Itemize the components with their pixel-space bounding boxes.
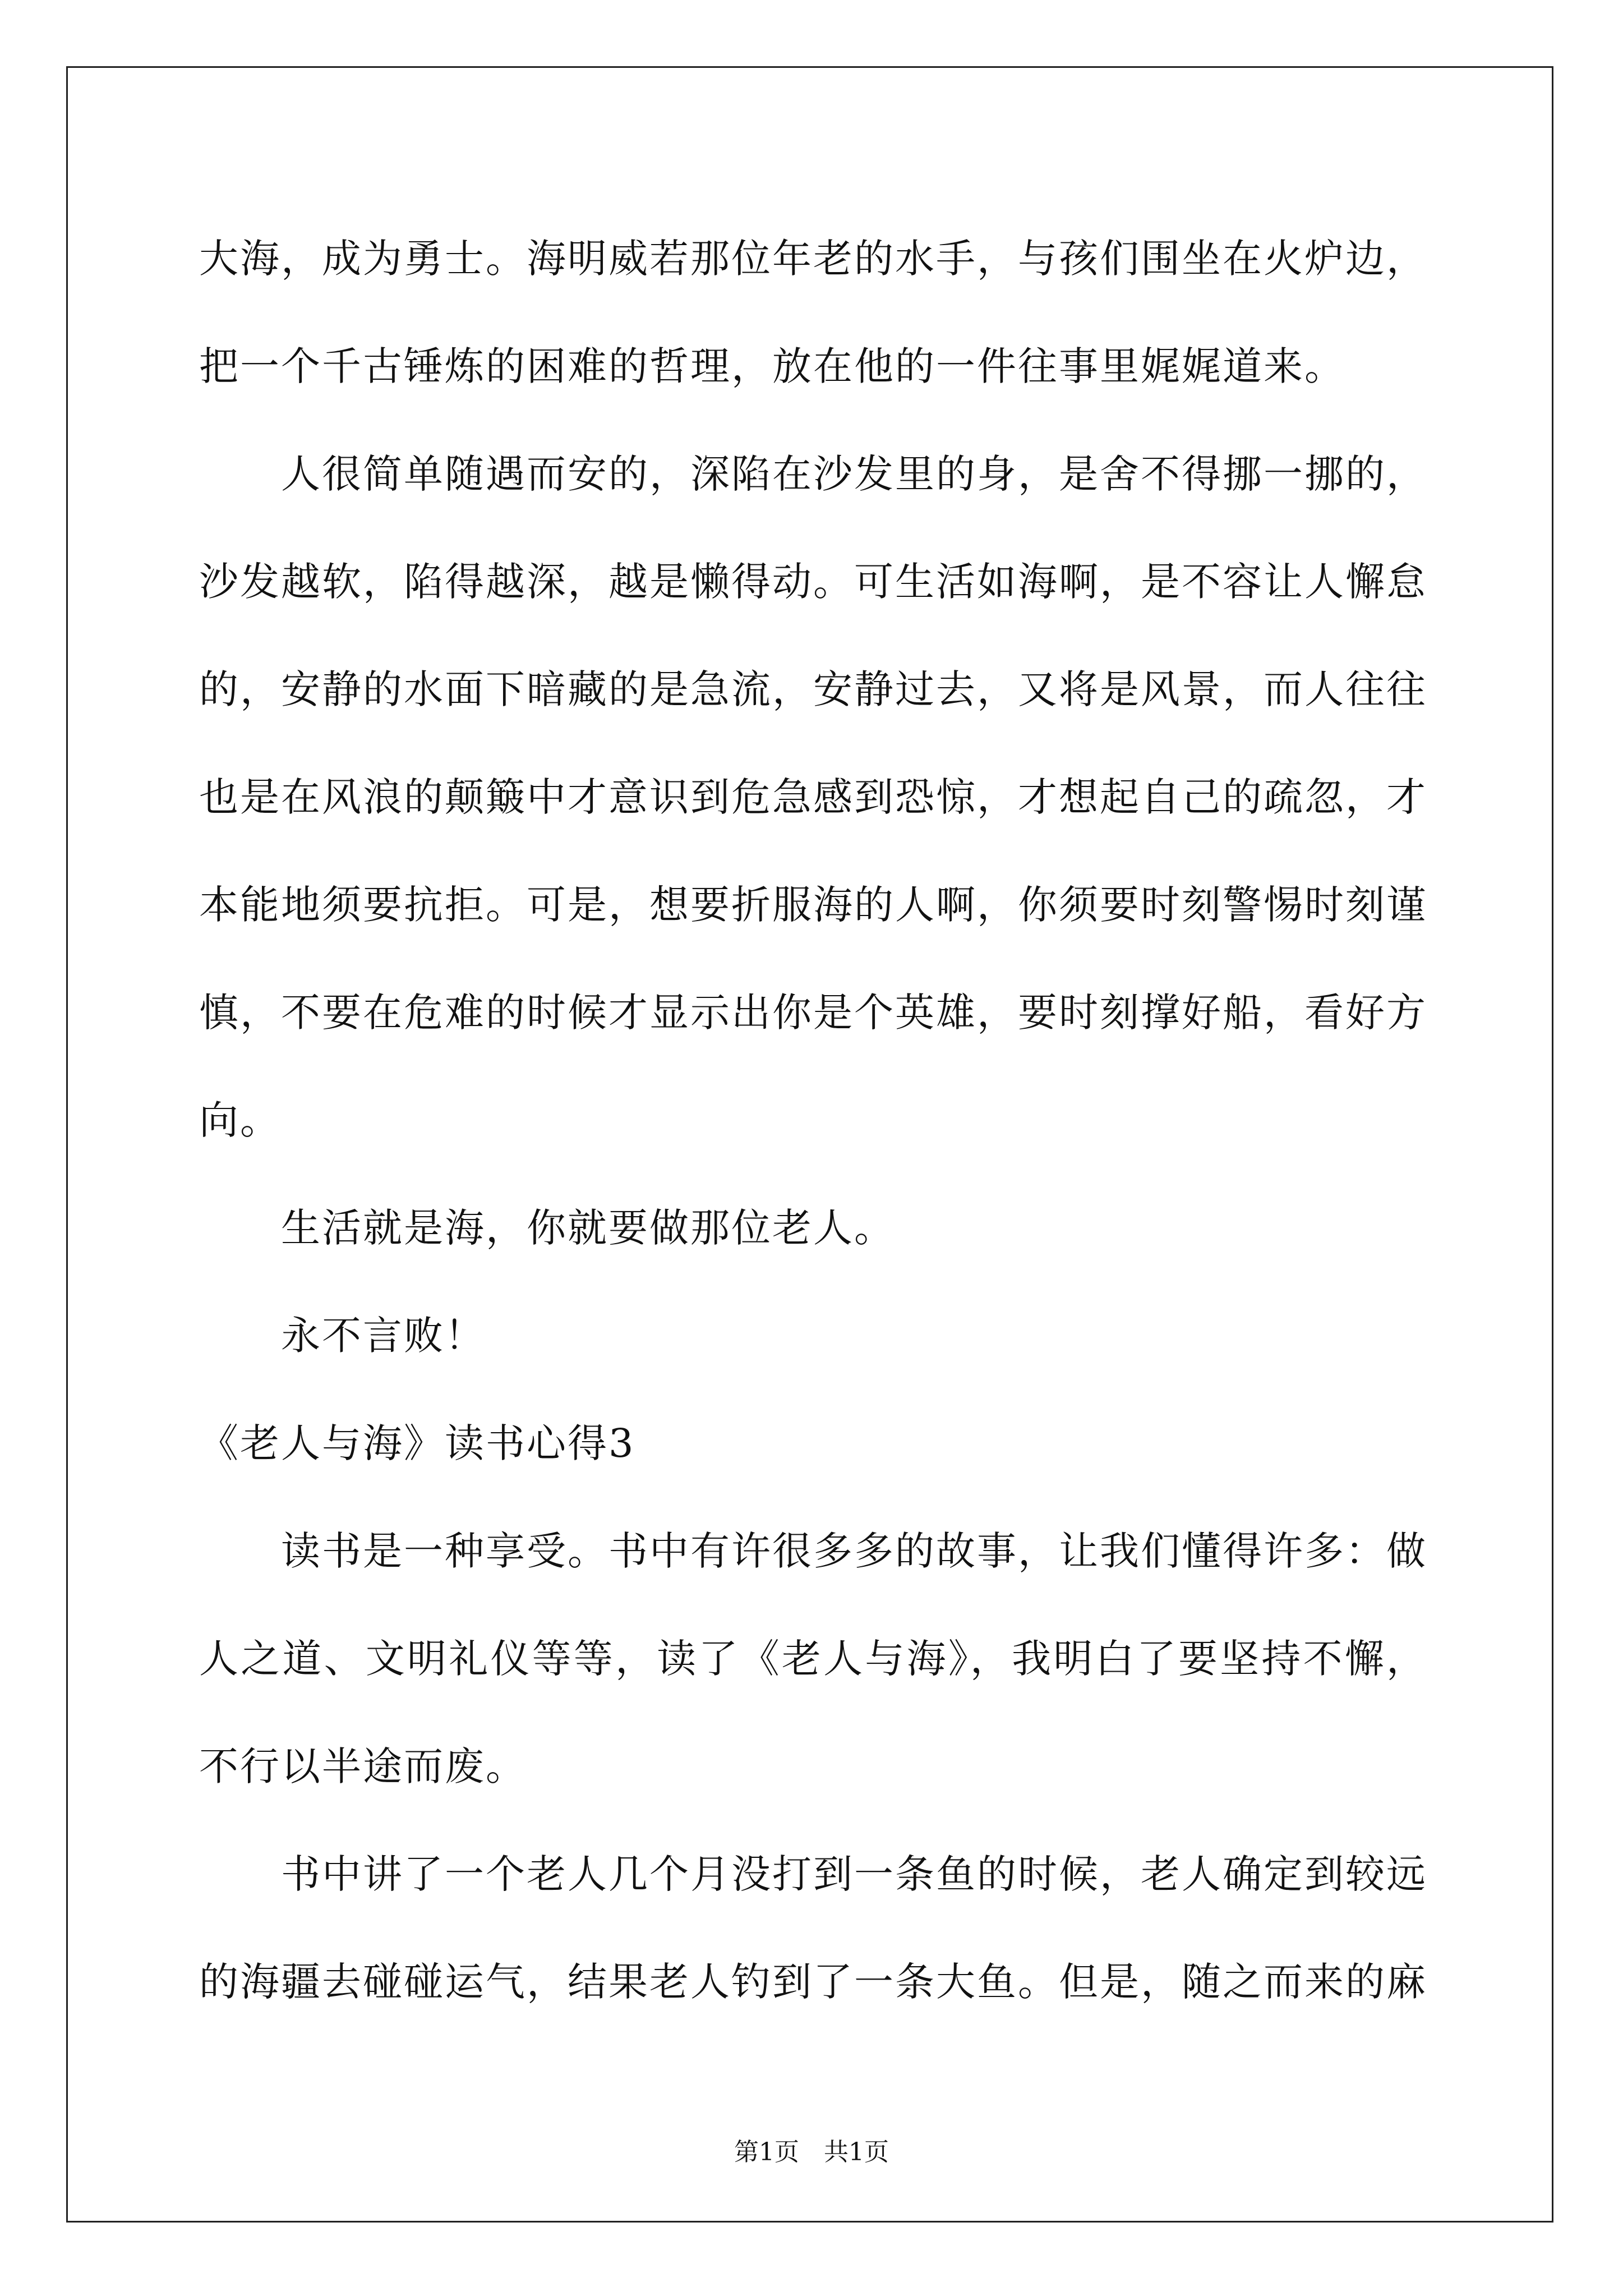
paragraph-6: 书中讲了一个老人几个月没打到一条鱼的时候，老人确定到较远的海疆去碰碰运气，结果老人钓到了一条大鱼。但是，随之而来的麻 (199, 1851, 1427, 2005)
paragraph-4: 永不言败！ (281, 1313, 486, 1359)
section-heading: 《老人与海》读书心得3 (199, 1420, 635, 1466)
page-footer: 第1页 共1页 (734, 2138, 889, 2166)
paragraph-5: 读书是一种享受。书中有许很多多的故事，让我们懂得许多：做人之道、文明礼仪等等，读了《老人与海》，我明白了要坚持不懈，不行以半途而废。 (199, 1528, 1427, 1789)
paragraph-3: 生活就是海，你就要做那位老人。 (281, 1205, 895, 1251)
paragraph-2: 人很简单随遇而安的，深陷在沙发里的身，是舍不得挪一挪的，沙发越软，陷得越深，越是懒得动。可生活如海啊，是不容让人懈怠的，安静的水面下暗藏的是急流，安静过去，又将是风景，而人往往也是在风浪的颠簸中才意识到危急感到恐惊，才想起自己的疏忽，才本能地须要抗拒。可是，想要折服海的人啊，你须要时刻警惕时刻谨慎，不要在危难的时候才显示出你是个英雄，要时刻撑好船，看好方向。 (199, 451, 1427, 1143)
paragraph-1: 大海，成为勇士。海明威若那位年老的水手，与孩们围坐在火炉边，把一个千古锤炼的困难的哲理，放在他的一件往事里娓娓道来。 (199, 236, 1427, 389)
document-body (199, 205, 1427, 2036)
